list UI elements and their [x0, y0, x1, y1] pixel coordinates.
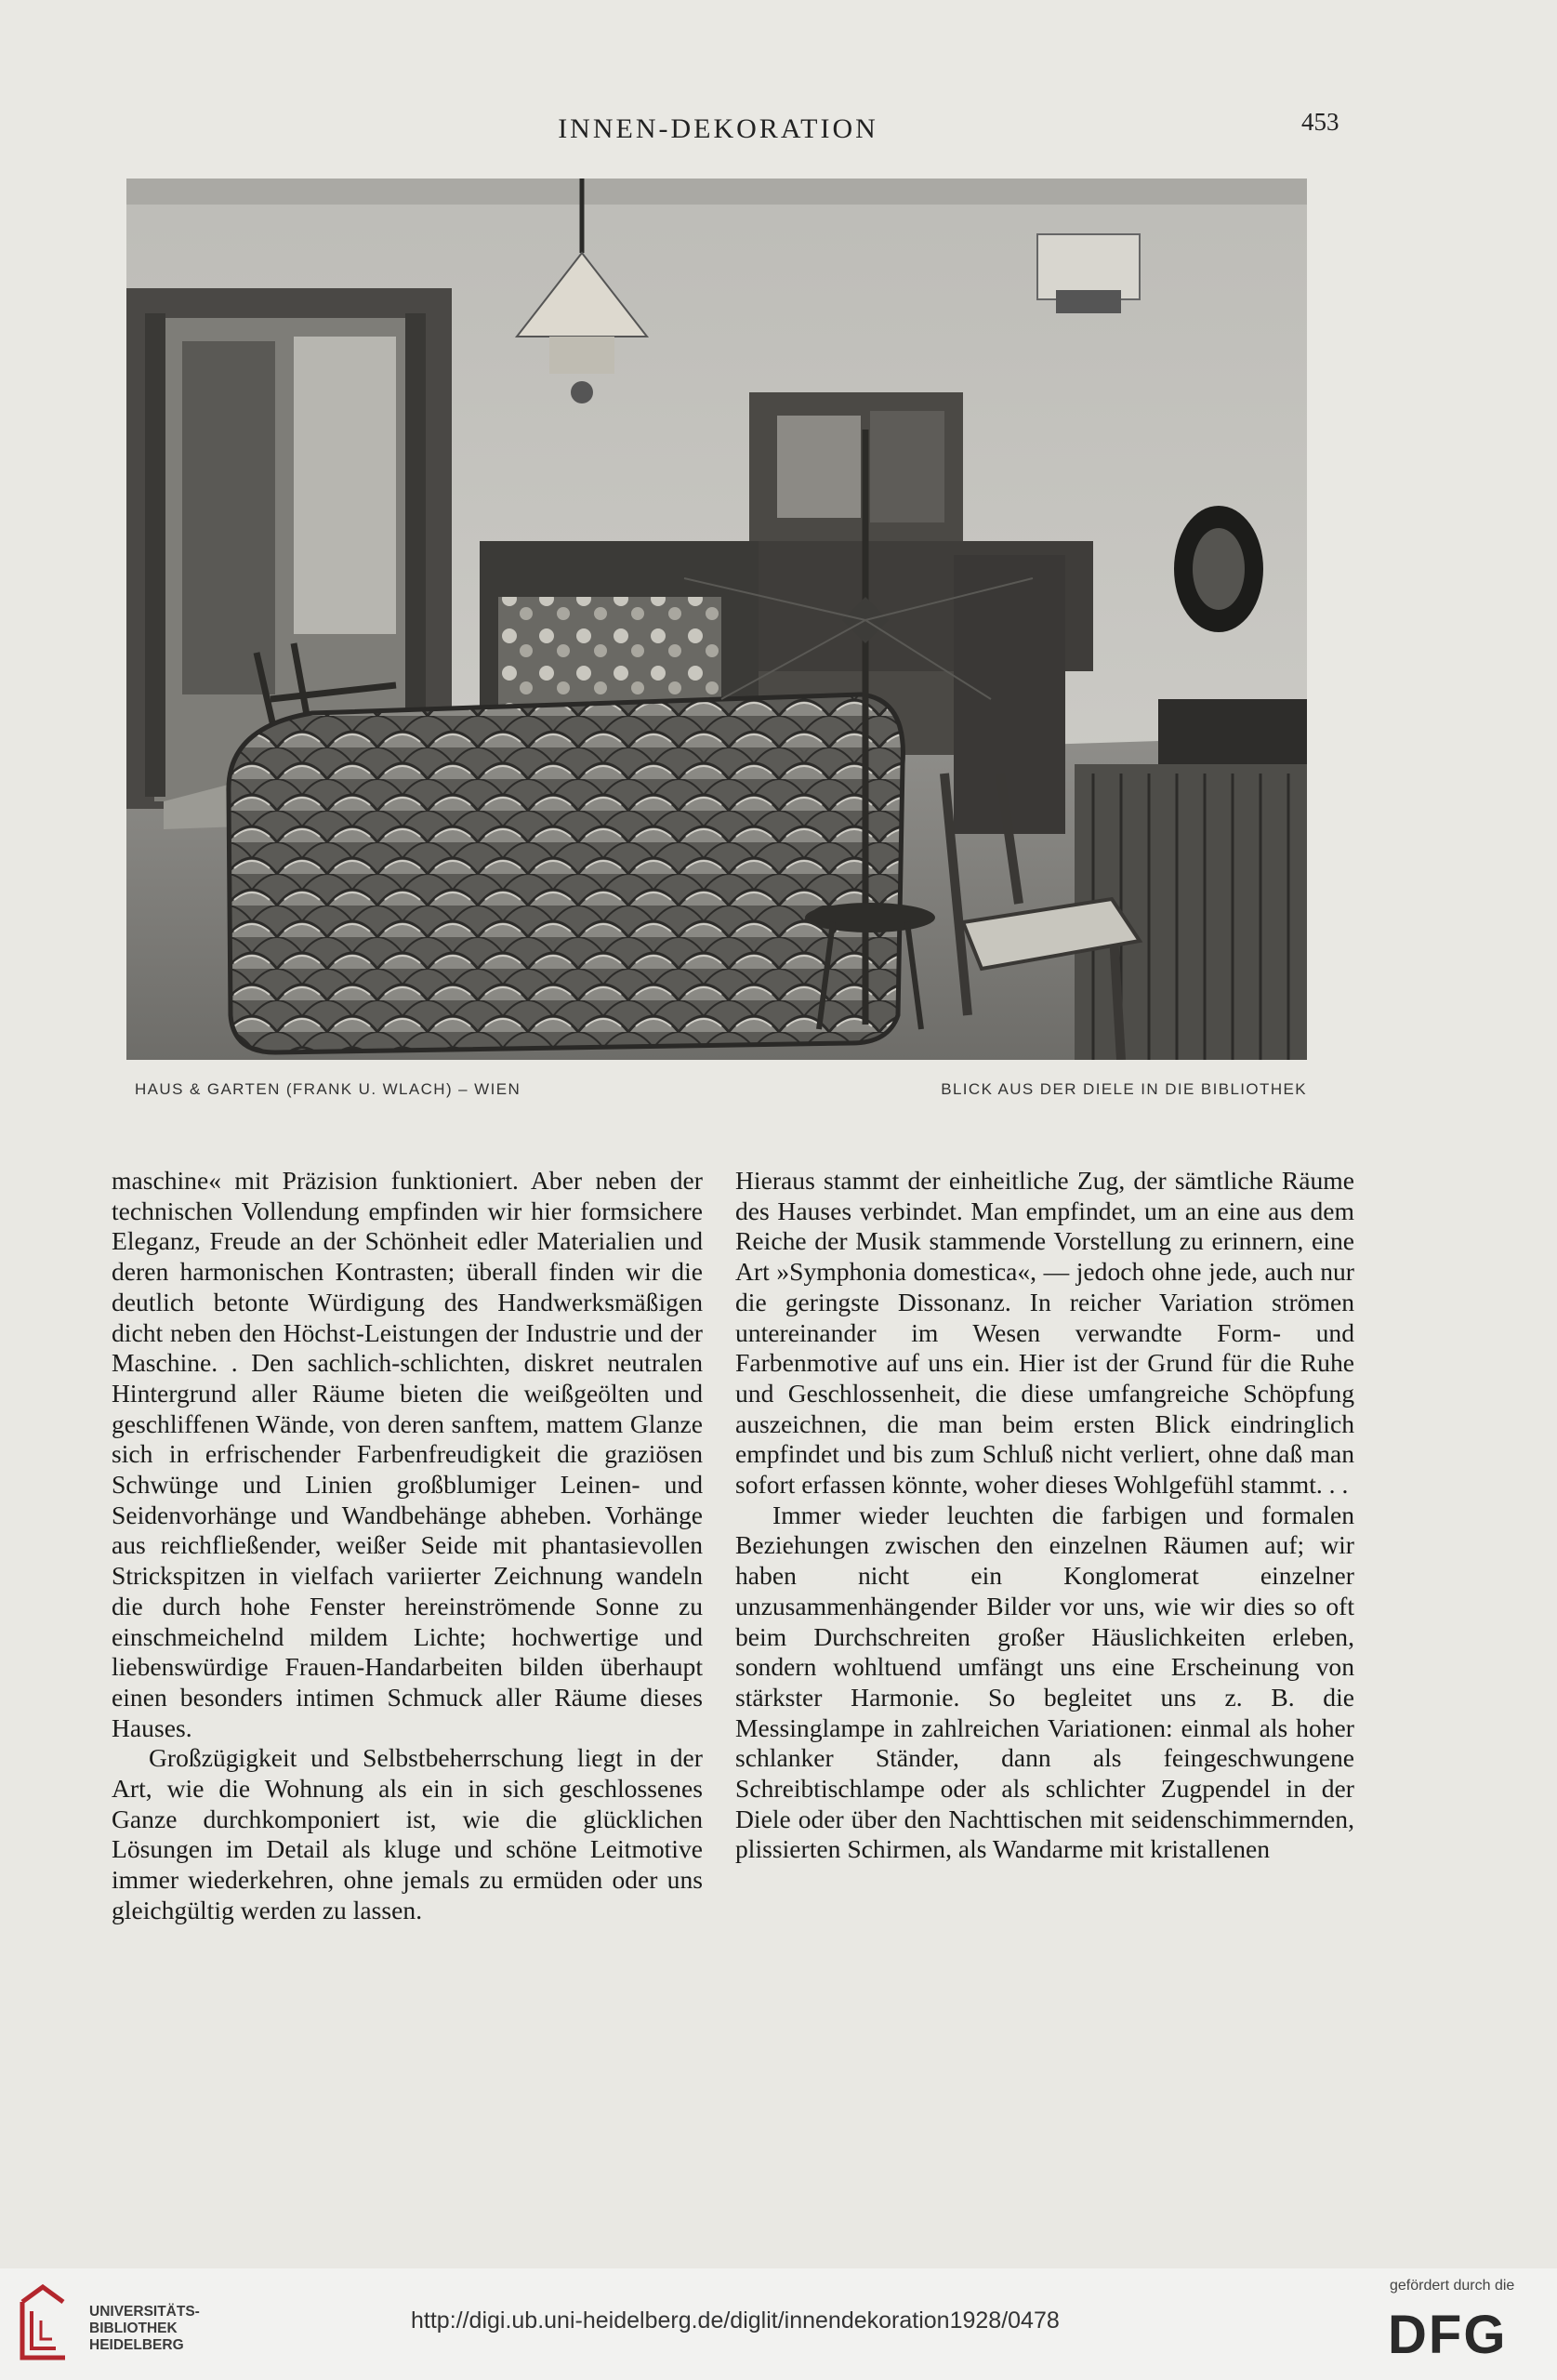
- running-head: INNEN-DEKORATION: [558, 113, 878, 144]
- paragraph: Hieraus stammt der einheitliche Zug, der sämtliche Räume des Hauses verbindet. Man empfindet, um an eine aus dem Reiche der Musik stammende Vorstellung zu erinnern, eine Art »Symphonia domestica«, — jedoch ohne jede, auch nur die geringste Dissonanz. In reicher Variation strömen untereinander im Wesen verwandte Form- und Farbenmotive auf uns ein. Hier ist der Grund für die Ruhe und Geschlossenheit, die diese umfangreiche Schöpfung auszeichnen, die man beim ersten Blick eindringlich empfindet und bis zum Schluß nicht verliert, ohne daß man sofort erfassen könnte, woher dieses Wohlgefühl stammt. . .: [735, 1166, 1354, 1500]
- figure-caption-title: BLICK AUS DER DIELE IN DIE BIBLIOTHEK: [941, 1080, 1307, 1098]
- digitization-footer: [0, 2268, 1557, 2380]
- paragraph: Immer wieder leuchten die farbigen und formalen Beziehungen zwischen den einzelnen Räumen auf; wir haben nicht ein Konglomerat einzelner unzusammenhängender Bilder vor uns, wie wir dies so oft beim Durchschreiten großer Häuslichkeiten erleben, sondern wohltuend umfängt uns eine Erscheinung von stärkster Harmonie. So begleitet uns z. B. die Messinglampe in zahlreichen Variationen: einmal als hoher schlanker Ständer, dann als feingeschwungene Schreibtischlampe oder als schlichter Zugpendel in der Diele oder über den Nachttischen mit seidenschimmernden, plissierten Schirmen, als Wandarme mit kristallenen: [735, 1500, 1354, 1864]
- dfg-logo: DFG: [1388, 2305, 1508, 2365]
- page-number: 453: [1301, 108, 1339, 136]
- paragraph: maschine« mit Präzision funktioniert. Aber neben der technischen Vollendung empfinden wir hier formsichere Eleganz, Freude an der Schönheit edler Materialien und deren harmonischen Kontrasten; überall finden wir die deutlich betonte Würdigung des Handwerksmäßigen dicht neben den Höchst-Leistungen der Industrie und der Maschine. . Den sachlich-schlichten, diskret neutralen Hintergrund aller Räume bieten die weißgeölten und geschliffenen Wände, von deren sanftem, mattem Glanze sich in erfrischender Farbenfreudigkeit die graziösen Schwünge und Linien großblumiger Leinen- und Seidenvorhänge und Wandbehänge abheben. Vorhänge aus reichfließender, weißer Seide mit phantasievollen Strickspitzen in vielfach variierter Zeichnung wandeln die durch hohe Fenster hereinströmende Sonne zu einschmeichelnd mildem Lichte; hochwertige und liebenswürdige Frauen-Handarbeiten bilden überhaupt einen besonders intimen Schmuck aller Räume dieses Hauses.: [112, 1166, 703, 1742]
- text-column-left: [112, 1166, 703, 1926]
- university-library-logo-icon: [15, 2283, 73, 2361]
- interior-photograph: [126, 178, 1307, 1060]
- funding-note: gefördert durch die: [1390, 2278, 1515, 2294]
- source-url-link[interactable]: http://digi.ub.uni-heidelberg.de/diglit/innendekoration1928/0478: [411, 2307, 1060, 2334]
- university-library-name: UNIVERSITÄTS- BIBLIOTHEK HEIDELBERG: [89, 2304, 200, 2353]
- figure-caption-credit: HAUS & GARTEN (FRANK U. WLACH) – WIEN: [135, 1080, 521, 1098]
- paragraph: Großzügigkeit und Selbstbeherrschung liegt in der Art, wie die Wohnung als ein in sich geschlossenes Ganze durchkomponiert ist, wie die glücklichen Lösungen im Detail als kluge und schöne Leitmotive immer wiederkehren, ohne jemals zu ermüden oder uns gleichgültig werden zu lassen.: [112, 1743, 703, 1924]
- text-column-right: [735, 1166, 1354, 1865]
